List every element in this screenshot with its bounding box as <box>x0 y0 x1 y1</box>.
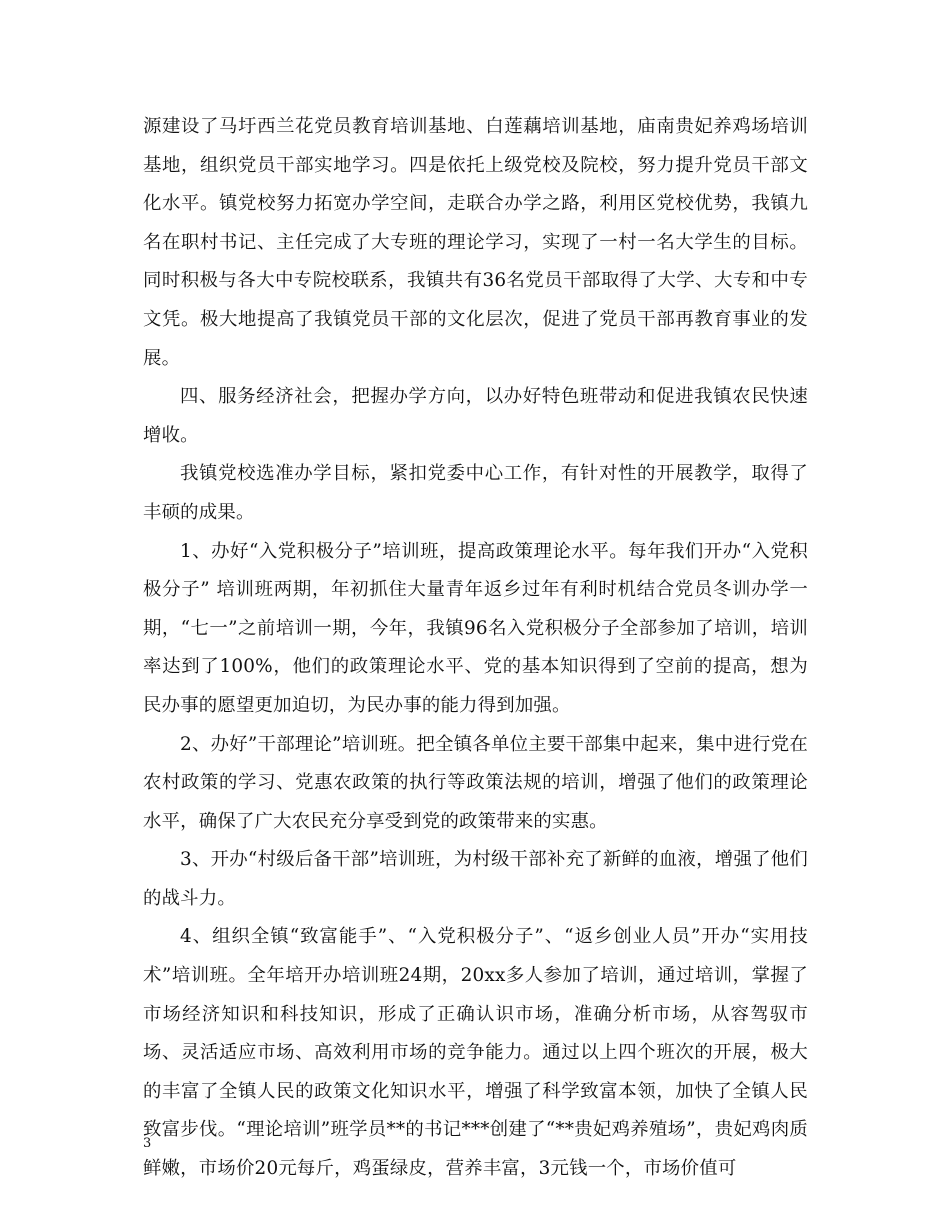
paragraph-item-2: 2、办好”干部理论”培训班。把全镇各单位主要干部集中起来，集中进行党在农村政策的学习、党惠农政策的执行等政策法规的培训，增强了他们的政策理论水平，确保了广大农民充分享受到党的政策带来的实惠。 <box>143 733 808 832</box>
paragraph-intro: 我镇党校选准办学目标，紧扣党委中心工作，有针对性的开展教学，取得了丰硕的成果。 <box>143 463 808 523</box>
paragraph-item-4: 4、组织全镇“致富能手”、“入党积极分子”、“返乡创业人员”开办“实用技术”培训班。全年培开办培训班24期，20xx多人参加了培训，通过培训，掌握了市场经济知识和科技知识，形成了正确认识市场，准确分析市场，从容驾驭市场、灵活适应市场、高效利用市场的竞争能力。通过以上四个班次的开展，极大的丰富了全镇人民的政策文化知识水平，增强了科学致富本领，加快了全镇人民致富步伐。“理论培训”班学员**的书记***创建了“**贵妃鸡养殖场”，贵妃鸡肉质鲜嫩，市场价20元每斤，鸡蛋绿皮，营养丰富，3元钱一个，市场价值可 <box>143 926 808 1180</box>
paragraph-continued: 源建设了马圩西兰花党员教育培训基地、白莲藕培训基地，庙南贵妃养鸡场培训基地，组织党员干部实地学习。四是依托上级党校及院校，努力提升党员干部文化水平。镇党校努力拓宽办学空间，走联合办学之路，利用区党校优势，我镇九名在职村书记、主任完成了大专班的理论学习，实现了一村一名大学生的目标。同时积极与各大中专院校联系，我镇共有36名党员干部取得了大学、大专和中专文凭。极大地提高了我镇党员干部的文化层次，促进了党员干部再教育事业的发展。 <box>143 116 808 369</box>
paragraph-section-four-heading: 四、服务经济社会，把握办学方向，以办好特色班带动和促进我镇农民快速增收。 <box>143 386 808 446</box>
paragraph-item-3: 3、开办“村级后备干部”培训班，为村级干部补充了新鲜的血液，增强了他们的战斗力。 <box>143 849 808 909</box>
paragraph-item-1: 1、办好“入党积极分子”培训班，提高政策理论水平。每年我们开办“入党积极分子” 培训班两期，年初抓住大量青年返乡过年有利时机结合党员冬训办学一期，“七一”之前培训一期，今年，我镇96名入党积极分子全部参加了培训，培训率达到了100%，他们的政策理论水平、党的基本知识得到了空前的提高，想为民办事的愿望更加迫切，为民办事的能力得到加强。 <box>143 540 808 716</box>
document-body <box>143 108 808 1189</box>
page-number: 3 <box>143 1136 152 1151</box>
